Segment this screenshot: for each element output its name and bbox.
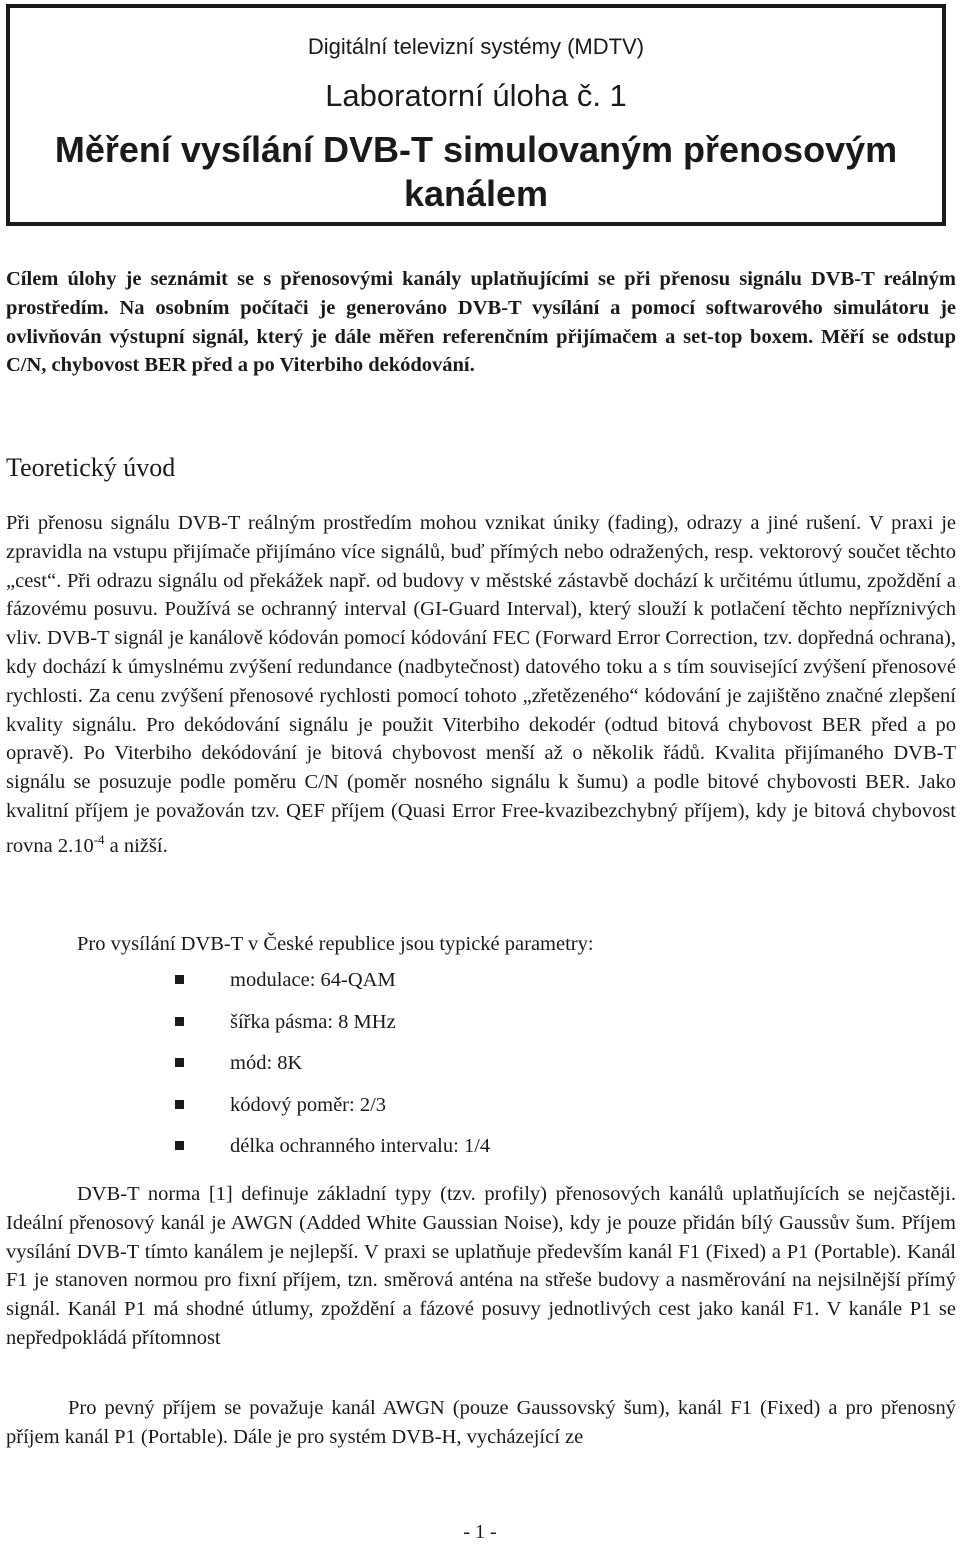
course-name: Digitální televizní systémy (MDTV) — [307, 34, 645, 59]
page-number: - 1 - — [463, 1521, 497, 1543]
bullet-square-icon — [175, 1141, 184, 1150]
task-number: Laboratorní úloha č. 1 — [325, 78, 627, 113]
list-item-text: kódový poměr: 2/3 — [230, 1093, 387, 1116]
list-item-text: modulace: 64-QAM — [230, 969, 396, 991]
section-heading: Teoretický úvod — [6, 453, 176, 482]
abstract: Cílem úlohy je seznámit se s přenosovými kanály uplatňujícími se při přenosu signálu DVB-T reálným prostředím. Na osobním počítači je generováno DVB-T vysílání a pomocí softwarového simulátoru je ovlivňován výstupní signál, který je dále měřen referenčním přijímačem a set-top boxem. Měří se odstup C/N, chybovost BER před a po Viterbiho dekódování. — [6, 268, 956, 377]
title-box — [6, 4, 946, 226]
paragraph-channel-profiles: DVB-T norma [1] definuje základní typy (tzv. profily) přenosových kanálů uplatňujících se nejčastěji. Ideální přenosový kanál je AWGN (Added White Gaussian Noise), kdy je pouze přidán bílý Gaussův šum. Příjem vysílání DVB-T tímto kanálem je nejlepší. V praxi se uplatňuje především kanál F1 (Fixed) a P1 (Portable). Kanál F1 je stanoven normou pro fixní příjem, tzn. směrová anténa na střeše budovy a nasměrování na nejsilnější přímý signál. Kanál P1 má shodné útlumy, zpoždění a fázové posuvy jednotlivých cest jako kanál F1. V kanále P1 se nepředpokládá přítomnost — [6, 1183, 956, 1349]
bullet-square-icon — [175, 1100, 184, 1109]
paragraph-intro — [6, 509, 956, 860]
list-item-text: mód: 8K — [230, 1052, 303, 1074]
bullet-square-icon — [175, 975, 184, 984]
ber-exponent: -4 — [93, 831, 105, 847]
ber-suffix: a nižší. — [104, 834, 168, 857]
params-intro: Pro vysílání DVB-T v České republice jsou typické parametry: — [77, 933, 594, 955]
paragraph-intro-text: Při přenosu signálu DVB-T reálným prostředím mohou vznikat úniky (fading), odrazy a jiné rušení. V praxi je zpravidla na vstupu přijímače přijímáno více signálů, buď přímých nebo odražených, resp. vektorový součet těchto „cest“. Při odrazu signálu od překážek např. od budovy v městské zástavbě dochází k určitému útlumu, zpoždění a fázovému posuvu. Používá se ochranný interval (GI-Guard Interval), který slouží k potlačení těchto nepříznivých vliv. DVB-T signál je kanálově kódován pomocí kódování FEC (Forward Error Correction, tzv. dopředná ochrana), kdy dochází k úmyslnému zvýšení redundance (nadbytečnost) datového toku a s tím související zvýšení přenosové rychlosti. Za cenu zvýšení přenosové rychlosti pomocí tohoto „zřetězeného“ kódování je zajištěno značné zlepšení kvality signálu. Pro dekódování signálu je použit Viterbiho dekodér (odtud bitová chybovost BER před a po opravě). Po Viterbiho dekódování je bitová chybovost menší až o několik řádů. Kvalita přijímaného DVB-T signálu se posuzuje podle poměru C/N (poměr nosného signálu k šumu) a podle bitové chybovosti BER. Jako kvalitní příjem je považován tzv. QEF příjem (Quasi Error Free-kvazibezchybný příjem), kdy je bitová chybovost rovna — [6, 512, 956, 857]
list-item-text: šířka pásma: 8 MHz — [230, 1010, 396, 1033]
bullet-square-icon — [175, 1017, 184, 1026]
bullet-square-icon — [175, 1058, 184, 1067]
paragraph-reception: Pro pevný příjem se považuje kanál AWGN (pouze Gaussovský šum), kanál F1 (Fixed) a pro přenosný příjem kanál P1 (Portable). Dále je pro systém DVB-H, vycházející ze — [6, 1397, 956, 1448]
document-title: Měření vysílání DVB-T simulovaným přenosovým kanálem — [54, 129, 898, 214]
ber-value: 2.10 — [57, 834, 94, 857]
list-item-text: délka ochranného intervalu: 1/4 — [230, 1135, 491, 1157]
